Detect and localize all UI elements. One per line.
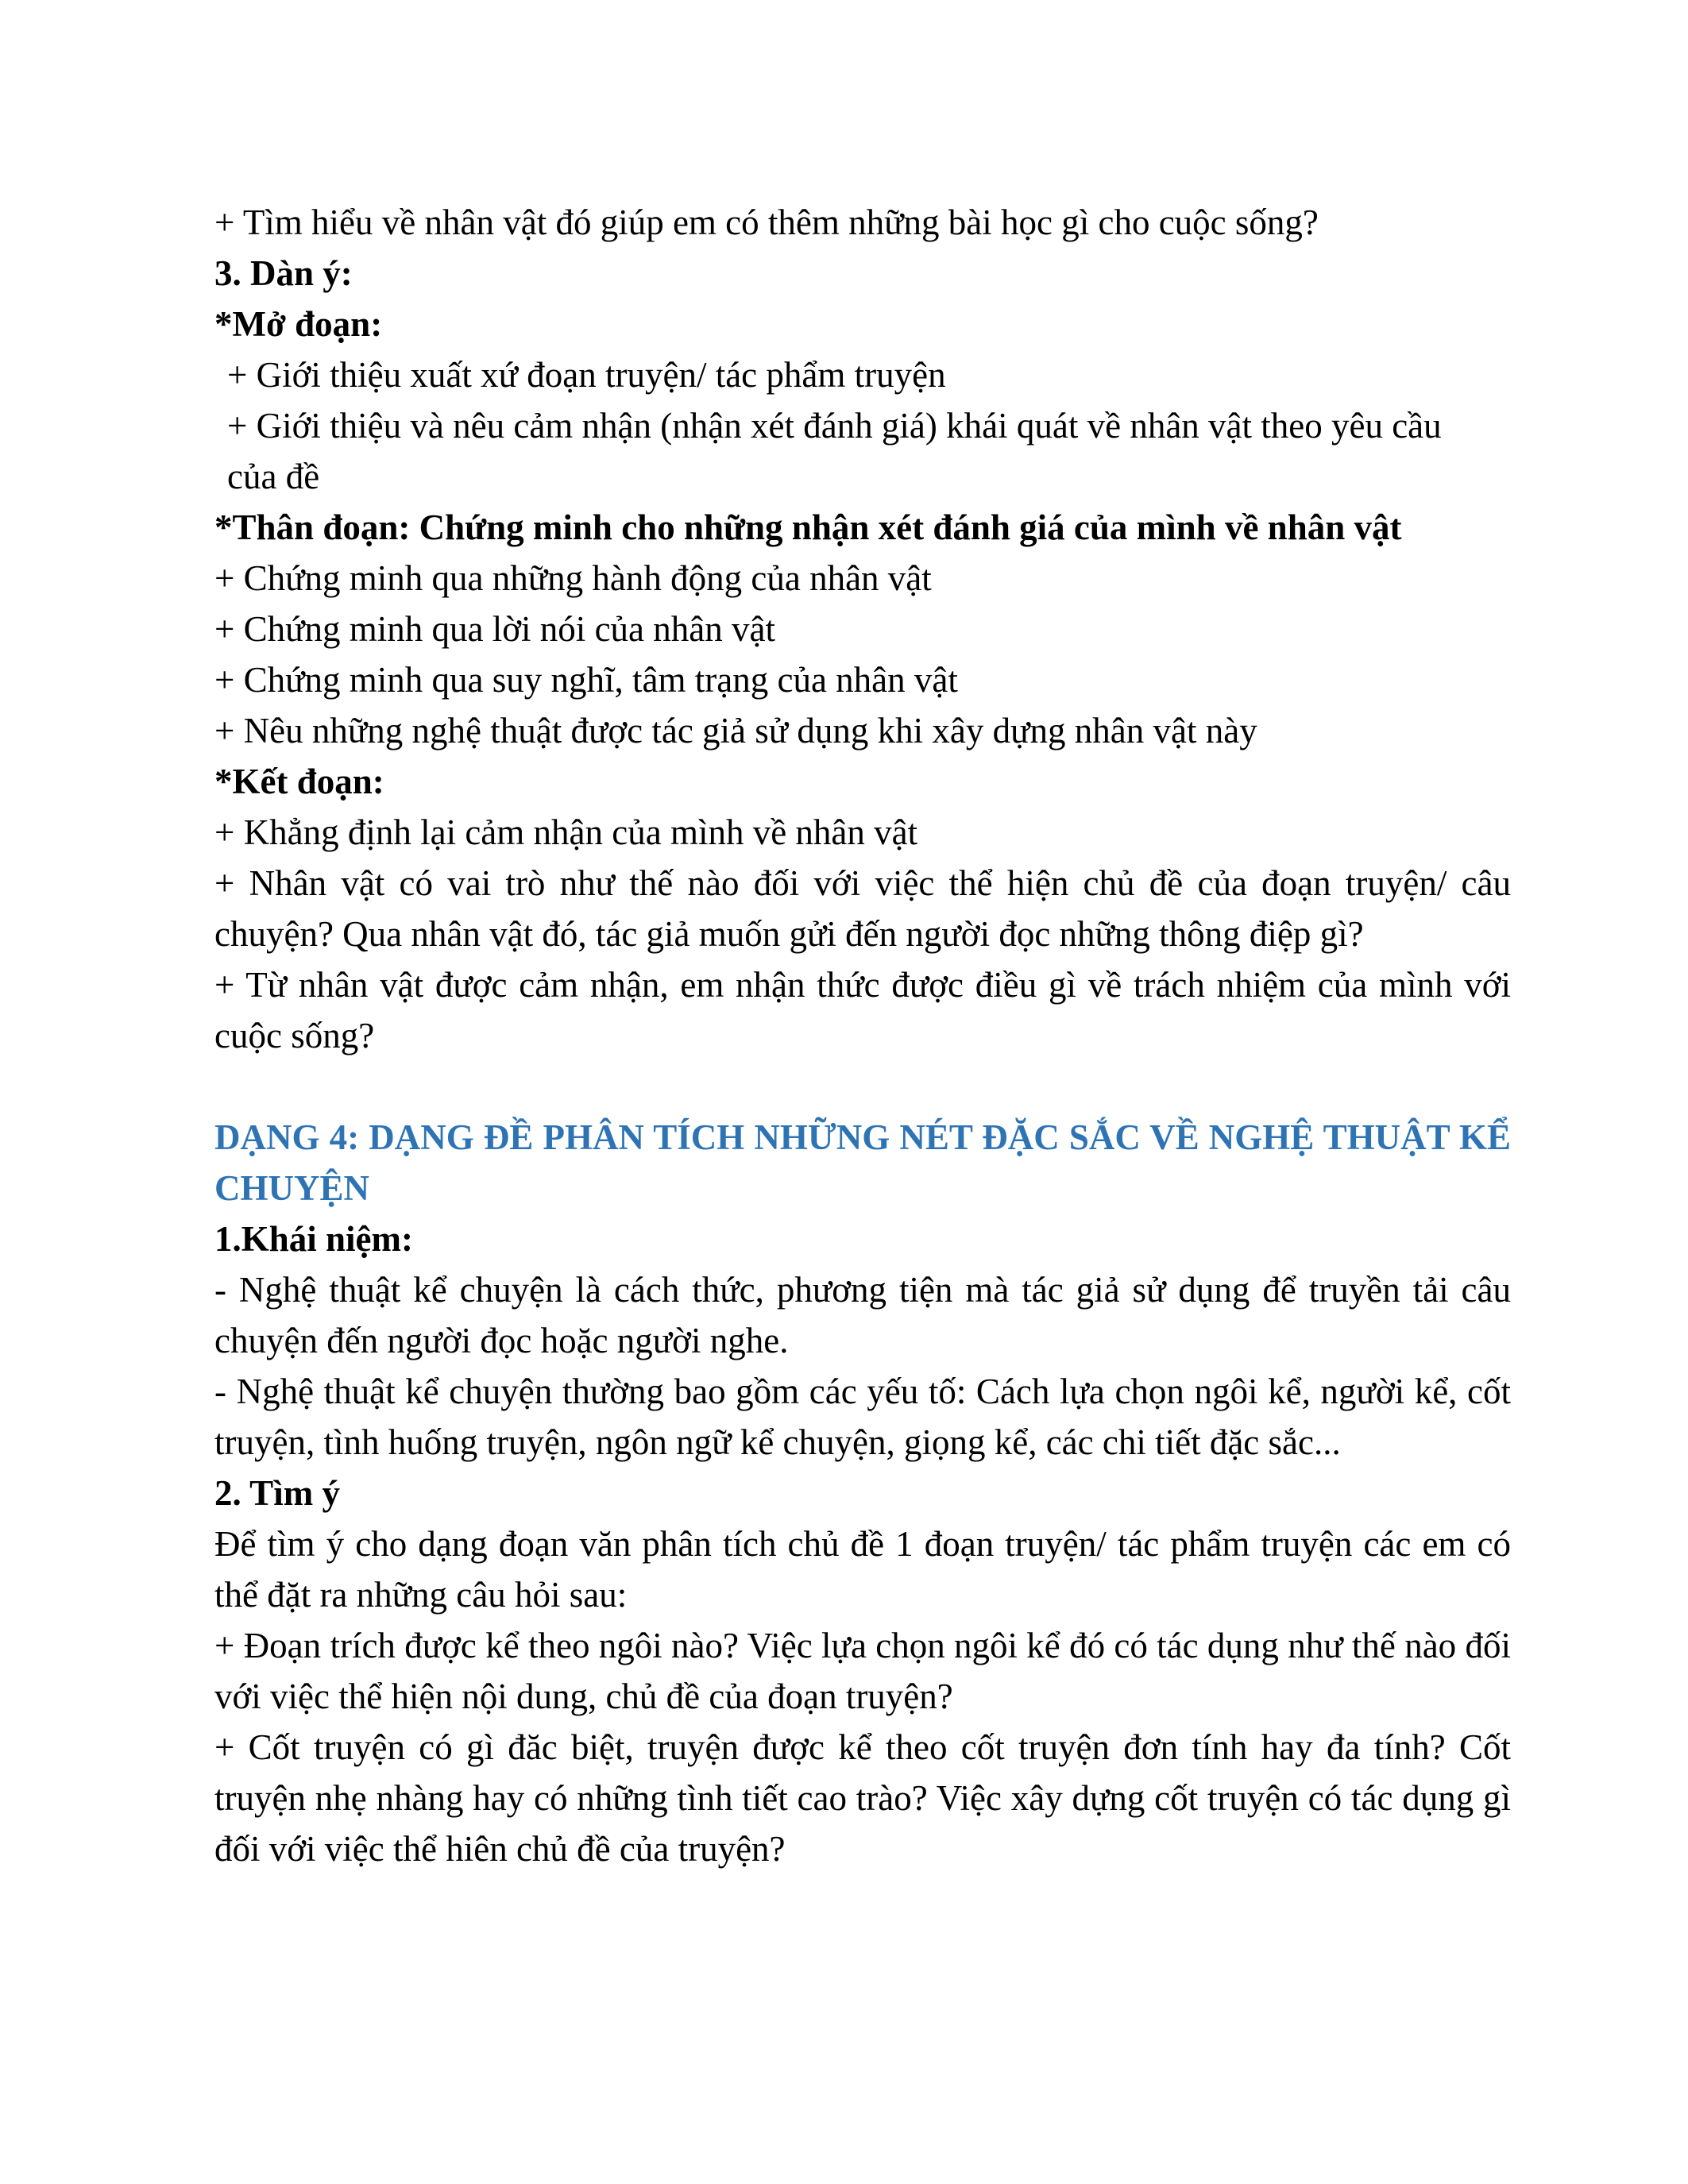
body-point-actions: + Chứng minh qua những hành động của nhân vật (214, 558, 932, 598)
section-heading-type-4: DẠNG 4: DẠNG ĐỀ PHÂN TÍCH NHỮNG NÉT ĐẶC SẮC VỀ NGHỆ THUẬT KỂ CHUYỆN (214, 1117, 1511, 1208)
find-ideas-heading: 2. Tìm ý (214, 1473, 340, 1513)
outline-heading: 3. Dàn ý: (214, 253, 353, 293)
question-plot: + Cốt truyện có gì đăc biệt, truyện được kể theo cốt truyện đơn tính hay đa tính? Cốt truyện nhẹ nhàng hay có những tình tiết cao trào? Việc xây dựng cốt truyện có tác dụng gì đối với việc thể hiên chủ đề của truyện? (214, 1727, 1511, 1869)
closing-point-responsibility: + Từ nhân vật được cảm nhận, em nhận thức được điều gì về trách nhiệm của mình với cuộc sống? (214, 965, 1511, 1055)
opening-heading: *Mở đoạn: (214, 304, 383, 344)
concept-definition: - Nghệ thuật kể chuyện là cách thức, phương tiện mà tác giả sử dụng để truyền tải câu chuyện đến người đọc hoặc người nghe. (214, 1270, 1511, 1360)
body-point-speech: + Chứng minh qua lời nói của nhân vật (214, 609, 775, 649)
body-heading: *Thân đoạn: Chứng minh cho những nhận xét đánh giá của mình về nhân vật (214, 507, 1402, 547)
opening-point-impression: + Giới thiệu và nêu cảm nhận (nhận xét đánh giá) khái quát về nhân vật theo yêu cầu của đề (227, 406, 1442, 496)
body-point-thoughts: + Chứng minh qua suy nghĩ, tâm trạng của nhân vật (214, 660, 958, 700)
opening-point-origin: + Giới thiệu xuất xứ đoạn truyện/ tác phẩm truyện (227, 355, 946, 395)
question-lesson-line: + Tìm hiểu về nhân vật đó giúp em có thêm những bài học gì cho cuộc sống? (214, 203, 1319, 242)
concept-elements: - Nghệ thuật kể chuyện thường bao gồm các yếu tố: Cách lựa chọn ngôi kể, người kể, cốt truyện, tình huống truyện, ngôn ngữ kể chuyện, giọng kể, các chi tiết đặc sắc... (214, 1372, 1511, 1462)
body-point-art: + Nêu những nghệ thuật được tác giả sử dụng khi xây dựng nhân vật này (214, 711, 1257, 751)
closing-point-affirm: + Khẳng định lại cảm nhận của mình về nhân vật (214, 812, 918, 852)
closing-heading: *Kết đoạn: (214, 762, 384, 801)
concept-heading: 1.Khái niệm: (214, 1219, 414, 1259)
find-ideas-intro: Để tìm ý cho dạng đoạn văn phân tích chủ đề 1 đoạn truyện/ tác phẩm truyện các em có thể đặt ra những câu hỏi sau: (214, 1524, 1511, 1615)
document-page (214, 197, 1511, 1874)
closing-point-role: + Nhân vật có vai trò như thế nào đối với việc thể hiện chủ đề của đoạn truyện/ câu chuyện? Qua nhân vật đó, tác giả muốn gửi đến người đọc những thông điệp gì? (214, 863, 1511, 954)
question-narrator: + Đoạn trích được kể theo ngôi nào? Việc lựa chọn ngôi kể đó có tác dụng như thế nào đối với việc thể hiện nội dung, chủ đề của đoạn truyện? (214, 1626, 1511, 1716)
